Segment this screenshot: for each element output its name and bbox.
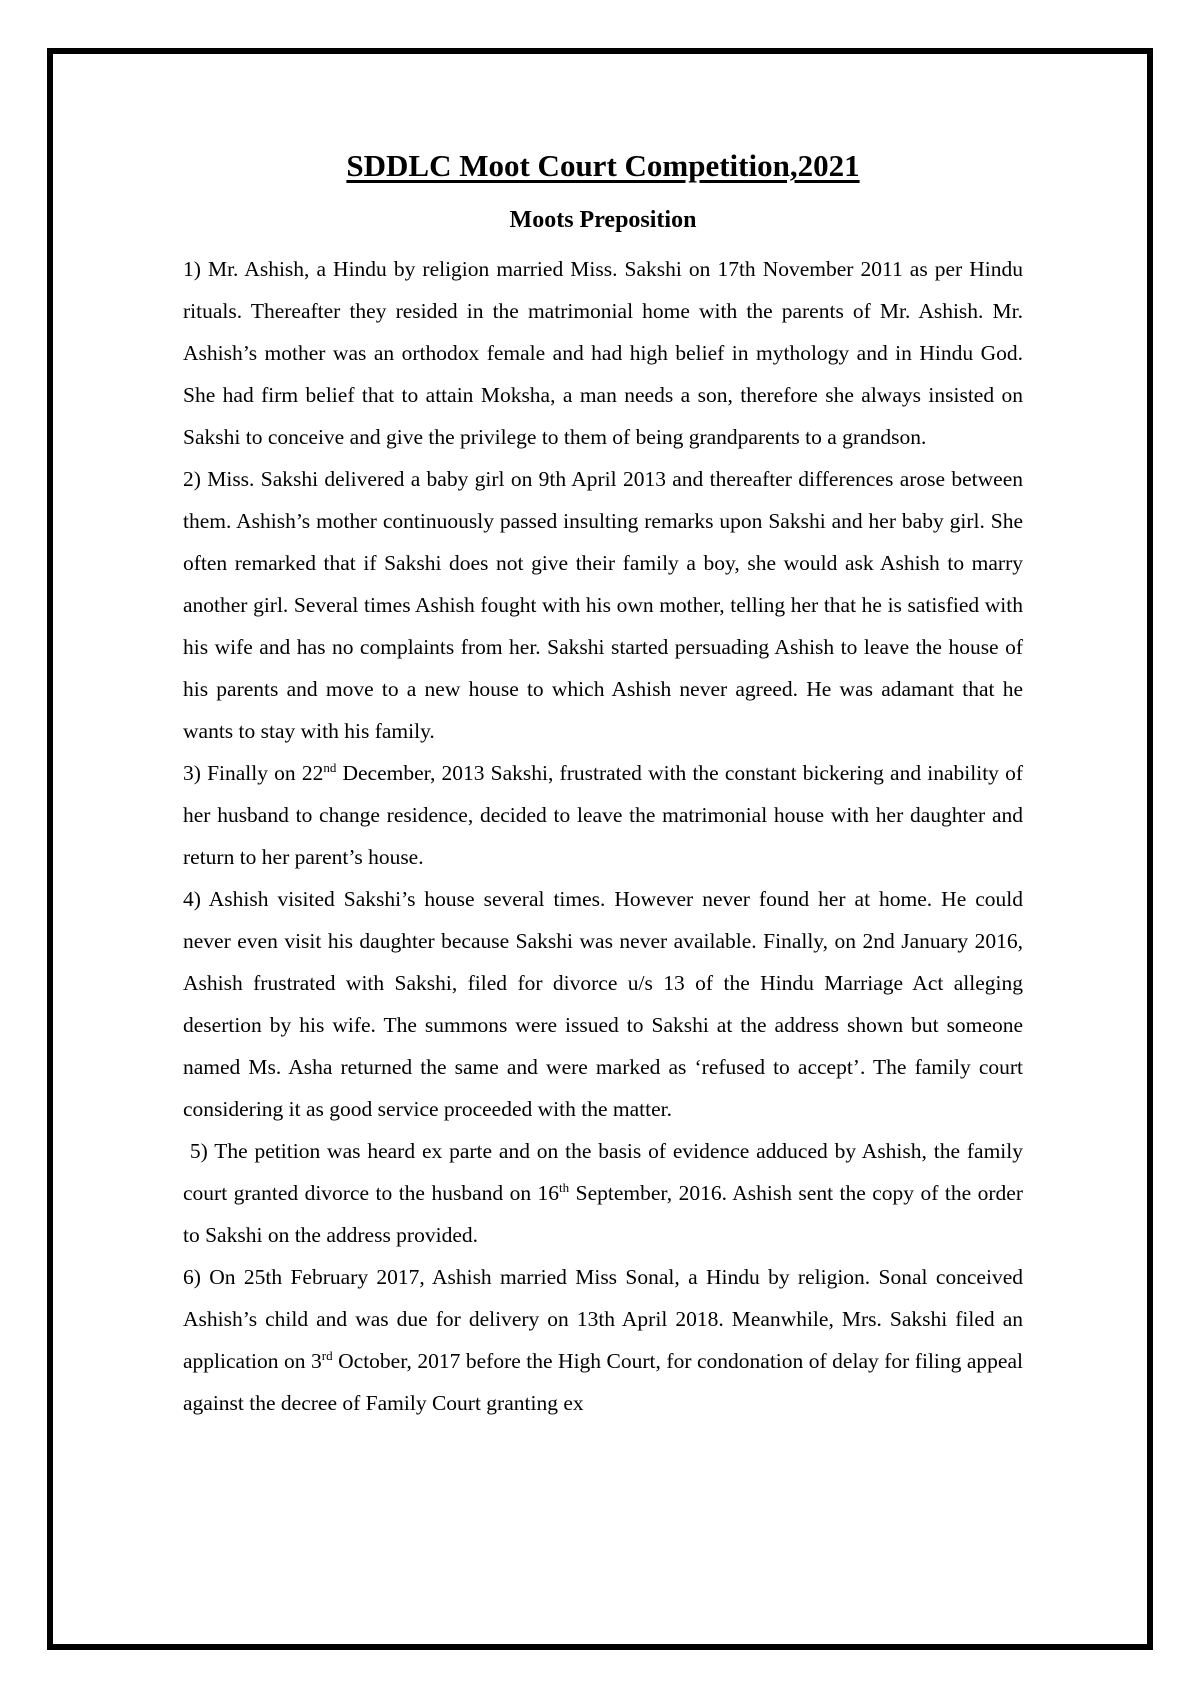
paragraph-5 xyxy=(183,1130,1029,1256)
paragraph-text: December, 2013 Sakshi, frustrated with the constant bickering and inability of her husband to change residence, decided to leave the matrimonial house with her daughter and return to her parent’s house. xyxy=(183,761,1023,869)
ordinal-suffix: th xyxy=(559,1179,570,1195)
paragraph-3 xyxy=(183,752,1023,878)
document-body xyxy=(183,140,1029,1424)
document-title: SDDLC Moot Court Competition,2021 xyxy=(346,148,860,183)
paragraph-text: 4) Ashish visited Sakshi’s house several times. However never found her at home. He could never even visit his daughter because Sakshi was never available. Finally, on 2nd January 2016, Ashish frustrated with Sakshi, filed for divorce u/s 13 of the Hindu Marriage Act alleging desertion by his wife. The summons were issued to Sakshi at the address shown but someone named Ms. Asha returned the same and were marked as ‘refused to accept’. The family court considering it as good service proceeded with the matter. xyxy=(183,887,1023,1121)
paragraph-text: 5) The petition was heard ex parte and on the basis of evidence adduced by Ashish, the family court granted divorce to the husband on 16 xyxy=(183,1139,1029,1205)
paragraph-text: October, 2017 before the High Court, for condonation of delay for filing appeal against the decree of Family Court granting ex xyxy=(183,1349,1023,1415)
ordinal-suffix: rd xyxy=(321,1347,333,1363)
document-subtitle: Moots Preposition xyxy=(509,207,697,233)
paragraph-text: 6) On 25th February 2017, Ashish married Miss Sonal, a Hindu by religion. Sonal conceived Ashish’s child and was due for delivery on 13th April 2018. Meanwhile, Mrs. Sakshi filed an application on 3 xyxy=(183,1265,1023,1373)
paragraph-text: 3) Finally on 22 xyxy=(183,761,324,785)
ordinal-suffix: nd xyxy=(323,759,337,775)
paragraph-4 xyxy=(183,878,1023,1130)
paragraph-text: September, 2016. Ashish sent the copy of the order to Sakshi on the address provided. xyxy=(183,1181,1023,1247)
paragraph-1 xyxy=(183,248,1023,458)
paragraph-2 xyxy=(183,458,1023,752)
paragraph-text: 2) Miss. Sakshi delivered a baby girl on 9th April 2013 and thereafter differences arose between them. Ashish’s mother continuously passed insulting remarks upon Sakshi and her baby girl. She often remarked that if Sakshi does not give their family a boy, she would ask Ashish to marry another girl. Several times Ashish fought with his own mother, telling her that he is satisfied with his wife and has no complaints from her. Sakshi started persuading Ashish to leave the house of his parents and move to a new house to which Ashish never agreed. He was adamant that he wants to stay with his family. xyxy=(183,467,1023,743)
paragraph-text: 1) Mr. Ashish, a Hindu by religion married Miss. Sakshi on 17th November 2011 as per Hindu rituals. Thereafter they resided in the matrimonial home with the parents of Mr. Ashish. Mr. Ashish’s mother was an orthodox female and had high belief in mythology and in Hindu God. She had firm belief that to attain Moksha, a man needs a son, therefore she always insisted on Sakshi to conceive and give the privilege to them of being grandparents to a grandson. xyxy=(183,257,1023,449)
paragraph-6 xyxy=(183,1256,1023,1424)
